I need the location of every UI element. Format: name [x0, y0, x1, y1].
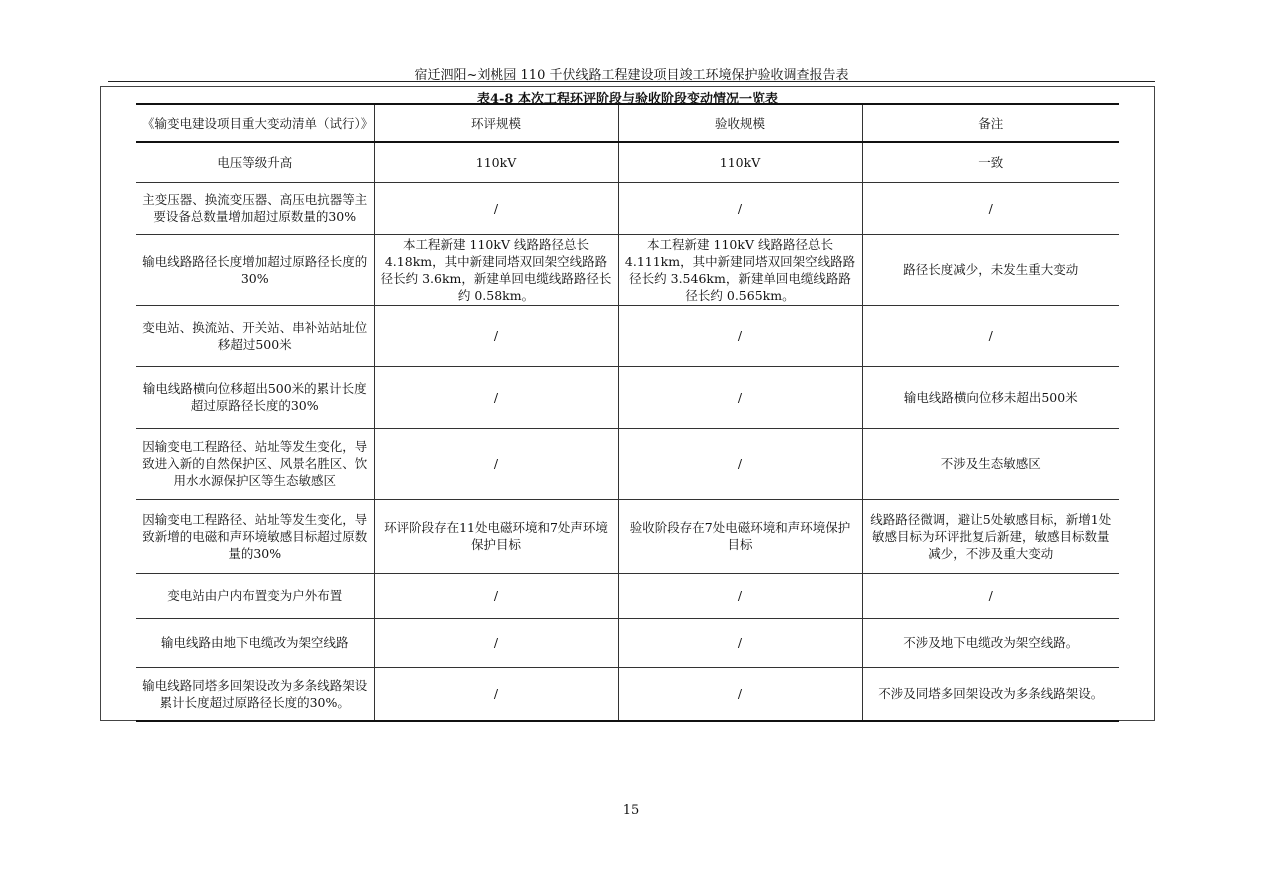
changes-table: [136, 103, 1119, 722]
row-item: 输电线路路径长度增加超过原路径长度的30%: [136, 234, 374, 305]
row-item: 电压等级升高: [136, 142, 374, 182]
remark: /: [862, 305, 1119, 366]
acceptance-value: /: [618, 667, 862, 721]
table-row: [136, 234, 1119, 305]
table-row: [136, 573, 1119, 618]
page-number: 15: [622, 803, 640, 818]
acceptance-value: /: [618, 618, 862, 667]
table-row: [136, 182, 1119, 234]
remark: 路径长度减少，未发生重大变动: [862, 234, 1119, 305]
row-item: 变电站、换流站、开关站、串补站站址位移超过500米: [136, 305, 374, 366]
acceptance-value: 110kV: [618, 142, 862, 182]
acceptance-value: 验收阶段存在7处电磁环境和声环境保护目标: [618, 499, 862, 573]
acceptance-value: 本工程新建 110kV 线路路径总长 4.111km，其中新建同塔双回架空线路路径长约 3.546km，新建单回电缆线路路径长约 0.565km。: [618, 234, 862, 305]
eia-value: /: [374, 182, 618, 234]
table-header-row: [136, 104, 1119, 142]
table-row: [136, 366, 1119, 428]
eia-value: /: [374, 618, 618, 667]
remark: /: [862, 182, 1119, 234]
column-header-remarks: 备注: [862, 104, 1119, 142]
table-row: [136, 142, 1119, 182]
remark: 不涉及生态敏感区: [862, 428, 1119, 499]
table-row: [136, 499, 1119, 573]
row-item: 因输变电工程路径、站址等发生变化，导致进入新的自然保护区、风景名胜区、饮用水水源保护区等生态敏感区: [136, 428, 374, 499]
table-row: [136, 618, 1119, 667]
column-header-eia-scale: 环评规模: [374, 104, 618, 142]
column-header-checklist: 《输变电建设项目重大变动清单（试行）》: [136, 104, 374, 142]
eia-value: /: [374, 305, 618, 366]
acceptance-value: /: [618, 182, 862, 234]
row-item: 输电线路由地下电缆改为架空线路: [136, 618, 374, 667]
eia-value: /: [374, 428, 618, 499]
acceptance-value: /: [618, 573, 862, 618]
remark: 不涉及地下电缆改为架空线路。: [862, 618, 1119, 667]
table-row: [136, 305, 1119, 366]
header-rule: [108, 81, 1155, 82]
eia-value: 环评阶段存在11处电磁环境和7处声环境保护目标: [374, 499, 618, 573]
row-item: 输电线路同塔多回架设改为多条线路架设累计长度超过原路径长度的30%。: [136, 667, 374, 721]
remark: 不涉及同塔多回架设改为多条线路架设。: [862, 667, 1119, 721]
eia-value: /: [374, 667, 618, 721]
eia-value: /: [374, 366, 618, 428]
row-item: 因输变电工程路径、站址等发生变化，导致新增的电磁和声环境敏感目标超过原数量的30%: [136, 499, 374, 573]
acceptance-value: /: [618, 428, 862, 499]
remark: 一致: [862, 142, 1119, 182]
remark: /: [862, 573, 1119, 618]
table-row: [136, 428, 1119, 499]
eia-value: 110kV: [374, 142, 618, 182]
remark: 线路路径微调，避让5处敏感目标，新增1处敏感目标为环评批复后新建，敏感目标数量减少，不涉及重大变动: [862, 499, 1119, 573]
row-item: 主变压器、换流变压器、高压电抗器等主要设备总数量增加超过原数量的30%: [136, 182, 374, 234]
page-header-title: 宿迁泗阳~刘桃园 110 千伏线路工程建设项目竣工环境保护验收调查报告表: [414, 68, 849, 83]
acceptance-value: /: [618, 305, 862, 366]
column-header-acceptance-scale: 验收规模: [618, 104, 862, 142]
remark: 输电线路横向位移未超出500米: [862, 366, 1119, 428]
table-title: 表4-8 本次工程环评阶段与验收阶段变动情况一览表: [476, 92, 778, 107]
eia-value: 本工程新建 110kV 线路路径总长 4.18km，其中新建同塔双回架空线路路径长约 3.6km，新建单回电缆线路路径长约 0.58km。: [374, 234, 618, 305]
row-item: 变电站由户内布置变为户外布置: [136, 573, 374, 618]
table-row: [136, 667, 1119, 721]
row-item: 输电线路横向位移超出500米的累计长度超过原路径长度的30%: [136, 366, 374, 428]
acceptance-value: /: [618, 366, 862, 428]
eia-value: /: [374, 573, 618, 618]
